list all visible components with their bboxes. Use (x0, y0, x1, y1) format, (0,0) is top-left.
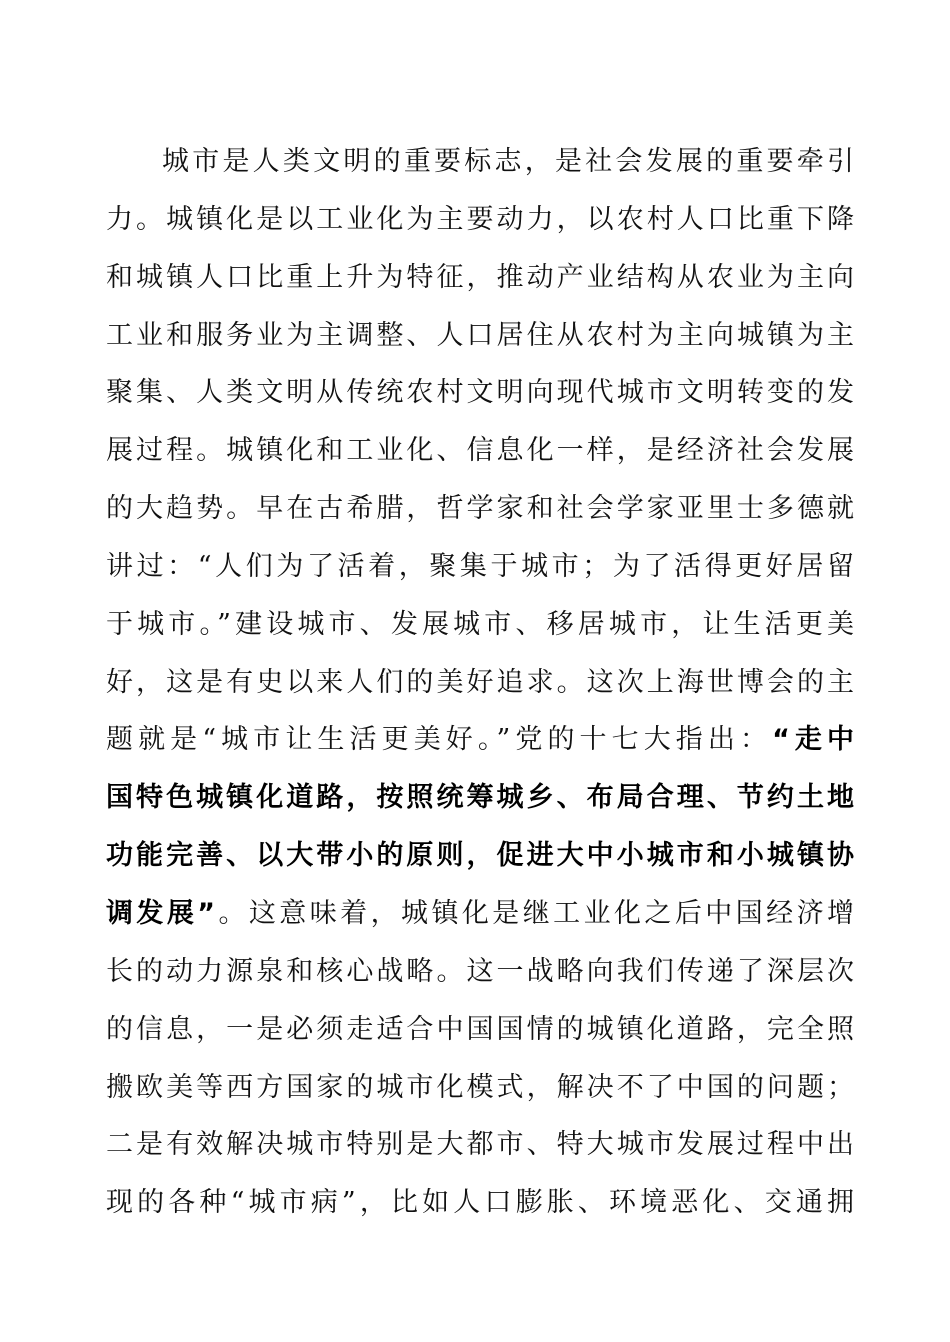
text-line (106, 249, 854, 307)
text-line (106, 885, 854, 943)
text-segment: 于城市。”建设城市、发展城市、移居城市，让生活更美 (106, 608, 854, 640)
text-segment: 好，这是有史以来人们的美好追求。这次上海世博会的主 (106, 666, 854, 698)
text-line (106, 1001, 854, 1059)
text-line (106, 711, 854, 769)
text-segment: 现的各种“城市病”，比如人口膨胀、环境恶化、交通拥 (106, 1187, 854, 1219)
text-segment: 的大趋势。早在古希腊，哲学家和社会学家亚里士多德就 (106, 493, 854, 525)
text-segment: 讲过：“人们为了活着，聚集于城市；为了活得更好居留 (106, 550, 854, 582)
text-segment: 二是有效解决城市特别是大都市、特大城市发展过程中出 (106, 1129, 854, 1161)
text-line (106, 480, 854, 538)
text-line (106, 191, 854, 249)
text-line (106, 538, 854, 596)
text-segment: 力。城镇化是以工业化为主要动力，以农村人口比重下降 (106, 203, 854, 235)
text-line (106, 422, 854, 480)
text-line (106, 133, 854, 191)
text-line (106, 1116, 854, 1174)
text-segment: 和城镇人口比重上升为特征，推动产业结构从农业为主向 (106, 261, 854, 293)
text-line (106, 654, 854, 712)
text-segment: 。这意味着，城镇化是继工业化之后中国经济增 (215, 897, 854, 929)
bold-quote-text: “走中 (772, 724, 854, 756)
text-line (106, 307, 854, 365)
text-line (106, 364, 854, 422)
text-segment: 题就是“城市让生活更美好。”党的十七大指出： (106, 724, 773, 756)
text-segment: 聚集、人类文明从传统农村文明向现代城市文明转变的发 (106, 377, 854, 409)
bold-quote-text: 国特色城镇化道路，按照统筹城乡、布局合理、节约土地 (106, 782, 854, 814)
text-segment: 工业和服务业为主调整、人口居住从农村为主向城镇为主 (106, 319, 854, 351)
text-line (106, 596, 854, 654)
bold-quote-text: 调发展” (106, 897, 216, 929)
text-line (106, 1059, 854, 1117)
bold-quote-text: 功能完善、以大带小的原则，促进大中小城市和小城镇协 (106, 840, 854, 872)
body-paragraph (106, 133, 854, 1232)
text-segment: 城市是人类文明的重要标志，是社会发展的重要牵引 (162, 146, 854, 177)
text-line (106, 827, 854, 885)
text-segment: 展过程。城镇化和工业化、信息化一样，是经济社会发展 (106, 435, 854, 467)
text-line (106, 943, 854, 1001)
text-segment: 的信息，一是必须走适合中国国情的城镇化道路，完全照 (106, 1013, 854, 1045)
text-segment: 搬欧美等西方国家的城市化模式，解决不了中国的问题； (106, 1071, 854, 1103)
text-line (106, 1174, 854, 1232)
text-segment: 长的动力源泉和核心战略。这一战略向我们传递了深层次 (106, 955, 854, 987)
text-line (106, 769, 854, 827)
